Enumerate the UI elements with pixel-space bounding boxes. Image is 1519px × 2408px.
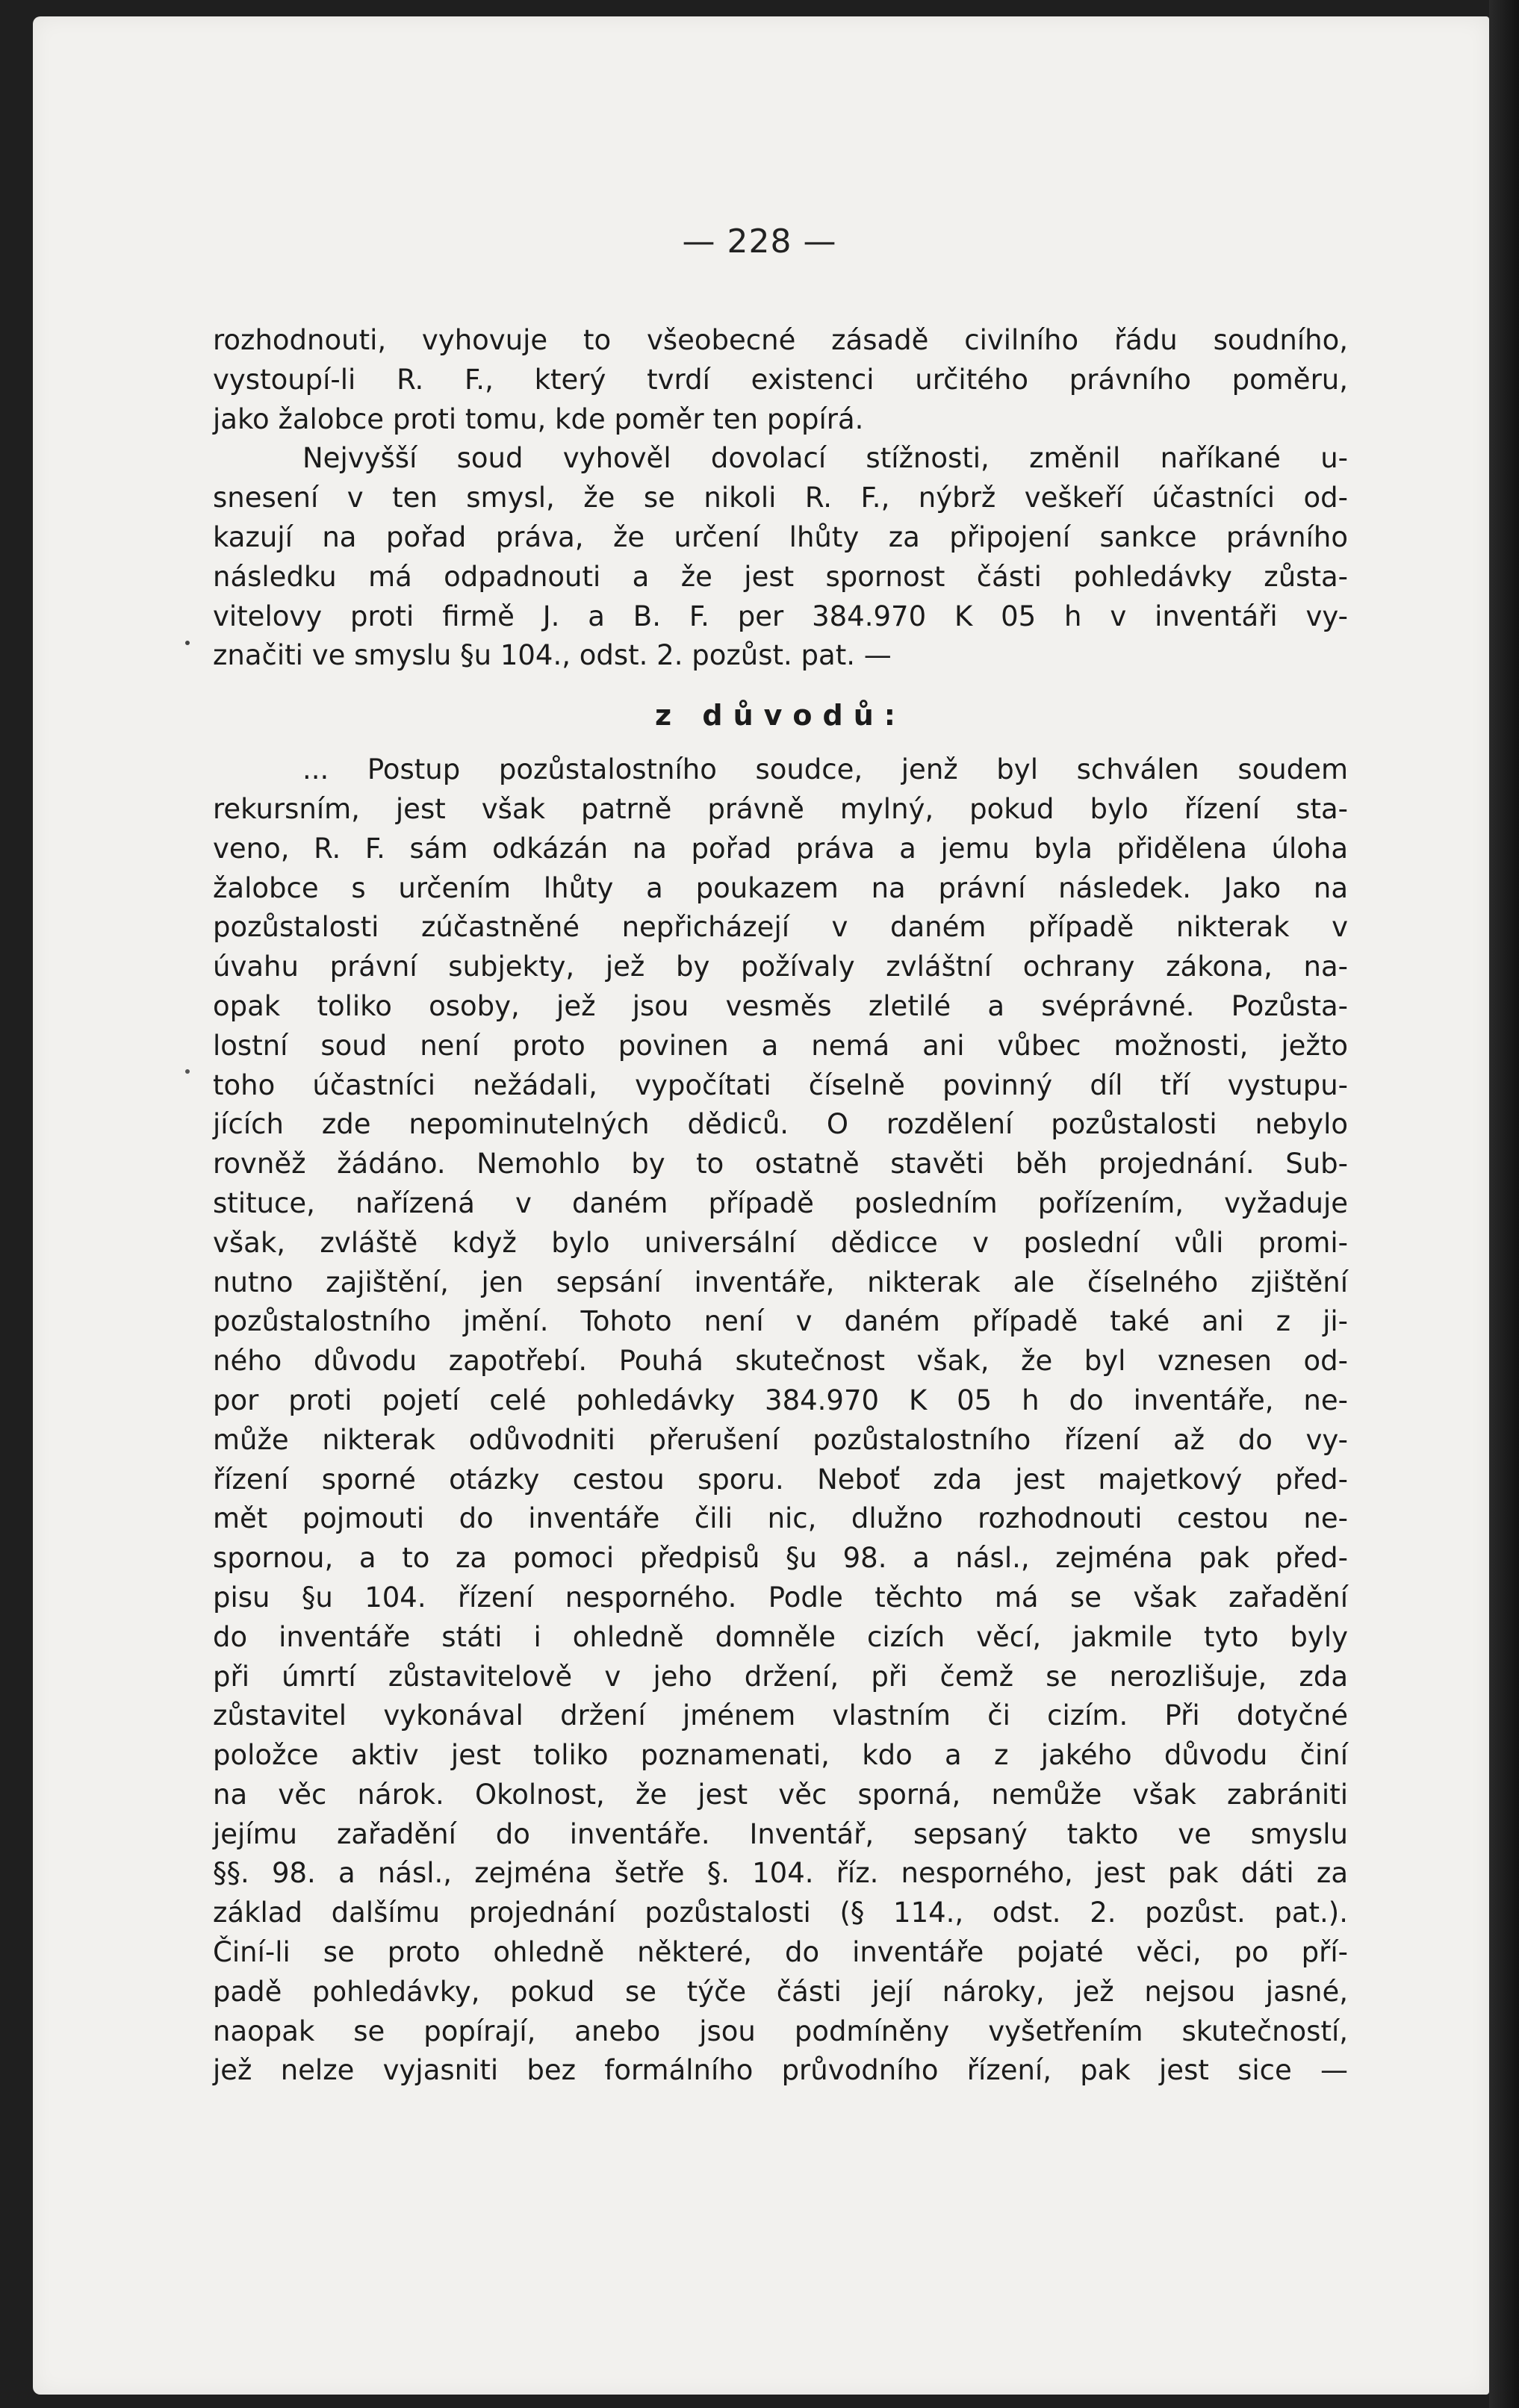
text-line: do inventáře státi i ohledně domněle cizích věcí, jakmile tyto byly [213, 1620, 1348, 1653]
text-line: pisu §u 104. řízení nesporného. Podle těchto má se však zařadění [213, 1581, 1348, 1614]
text-line: jejímu zařadění do inventáře. Inventář, sepsaný takto ve smyslu [213, 1817, 1348, 1850]
margin-dot [185, 1069, 190, 1074]
text-line: nutno zajištění, jen sepsání inventáře, nikterak ale číselného zjištění [213, 1266, 1348, 1298]
text-line: zůstavitel vykonával držení jménem vlastním či cizím. Při dotyčné [213, 1699, 1348, 1732]
margin-dot [185, 641, 190, 645]
text-line: řízení sporné otázky cestou sporu. Neboť zda jest majetkový před- [213, 1463, 1348, 1496]
text-line: následku má odpadnouti a že jest spornost části pohledávky zůsta- [213, 560, 1348, 593]
text-line: pozůstalostního jmění. Tohoto není v daném případě také ani z ji- [213, 1305, 1348, 1338]
text-line: pozůstalosti zúčastněné nepřicházejí v daném případě nikterak v [213, 911, 1348, 944]
text-line: na věc nárok. Okolnost, že jest věc sporná, nemůže však zabrániti [213, 1778, 1348, 1811]
paragraph-intro [213, 321, 1348, 439]
text-line: lostní soud není proto povinen a nemá ani vůbec možnosti, ježto [213, 1029, 1348, 1062]
text-line: však, zvláště když bylo universální dědicce v poslední vůli promi- [213, 1226, 1348, 1259]
text-line: základ dalšímu projednání pozůstalosti (§ 114., odst. 2. pozůst. pat.). [213, 1897, 1348, 1929]
section-heading: z důvodů: [655, 699, 906, 732]
text-line: naopak se popírají, anebo jsou podmíněny vyšetřením skutečností, [213, 2015, 1348, 2047]
text-line: spornou, a to za pomoci předpisů §u 98. a násl., zejména pak před- [213, 1542, 1348, 1575]
text-line: jících zde nepominutelných dědiců. O rozdělení pozůstalosti nebylo [213, 1108, 1348, 1141]
text-line: vystoupí-li R. F., který tvrdí existenci určitého právního poměru, [213, 363, 1348, 396]
paragraph-reasons [213, 750, 1348, 2091]
text-line: §§. 98. a násl., zejména šetře §. 104. říz. nesporného, jest pak dáti za [213, 1857, 1348, 1890]
text-line: Činí-li se proto ohledně některé, do inventáře pojaté věci, po pří- [213, 1936, 1348, 1969]
text-line: stituce, nařízená v daném případě posledním pořízením, vyžaduje [213, 1186, 1348, 1219]
text-line: por proti pojetí celé pohledávky 384.970 K 05 h do inventáře, ne- [213, 1384, 1348, 1416]
text-line: ... Postup pozůstalostního soudce, jenž byl schválen soudem [302, 753, 1348, 786]
page-number: — 228 — [682, 223, 837, 261]
text-line: žalobce s určením lhůty a poukazem na právní následek. Jako na [213, 871, 1348, 904]
text-line: ného důvodu zapotřebí. Pouhá skutečnost však, že byl vznesen od- [213, 1345, 1348, 1378]
text-line: jež nelze vyjasniti bez formálního průvodního řízení, pak jest sice — [213, 2054, 1348, 2087]
text-line: položce aktiv jest toliko poznamenati, kdo a z jakého důvodu činí [213, 1739, 1348, 1772]
text-line: úvahu právní subjekty, jež by požívaly zvláštní ochrany zákona, na- [213, 951, 1348, 983]
text-line: při úmrtí zůstavitelově v jeho držení, při čemž se nerozlišuje, zda [213, 1660, 1348, 1693]
text-line: toho účastníci nežádali, vypočítati číselně povinný díl tří vystupu- [213, 1068, 1348, 1101]
text-line: opak toliko osoby, jež jsou vesměs zletilé a svéprávné. Pozůsta- [213, 989, 1348, 1022]
page-edge-shadow [1489, 0, 1519, 2408]
text-line: rovněž žádáno. Nemohlo by to ostatně stavěti běh projednání. Sub- [213, 1148, 1348, 1180]
body-text [213, 321, 1348, 2091]
text-line: rozhodnouti, vyhovuje to všeobecné zásadě civilního řádu soudního, [213, 324, 1348, 356]
text-line: rekursním, jest však patrně právně mylný, pokud bylo řízení sta- [213, 792, 1348, 825]
text-line: může nikterak odůvodniti přerušení pozůstalostního řízení až do vy- [213, 1423, 1348, 1456]
text-line: padě pohledávky, pokud se týče části její nároky, jež nejsou jasné, [213, 1975, 1348, 2008]
text-line: kazují na pořad práva, že určení lhůty za připojení sankce právního [213, 520, 1348, 553]
text-line: snesení v ten smysl, že se nikoli R. F., nýbrž veškeří účastníci od- [213, 482, 1348, 514]
text-line: mět pojmouti do inventáře čili nic, dlužno rozhodnouti cestou ne- [213, 1502, 1348, 1535]
text-line: Nejvyšší soud vyhověl dovolací stížnosti, změnil naříkané u- [302, 442, 1348, 475]
text-line: veno, R. F. sám odkázán na pořad práva a jemu byla přidělena úloha [213, 832, 1348, 865]
paragraph-decision [213, 439, 1348, 676]
text-line: jako žalobce proti tomu, kde poměr ten popírá. [213, 402, 864, 435]
text-line: značiti ve smyslu §u 104., odst. 2. pozůst. pat. — [213, 639, 892, 672]
text-line: vitelovy proti firmě J. a B. F. per 384.970 K 05 h v inventáři vy- [213, 600, 1348, 632]
